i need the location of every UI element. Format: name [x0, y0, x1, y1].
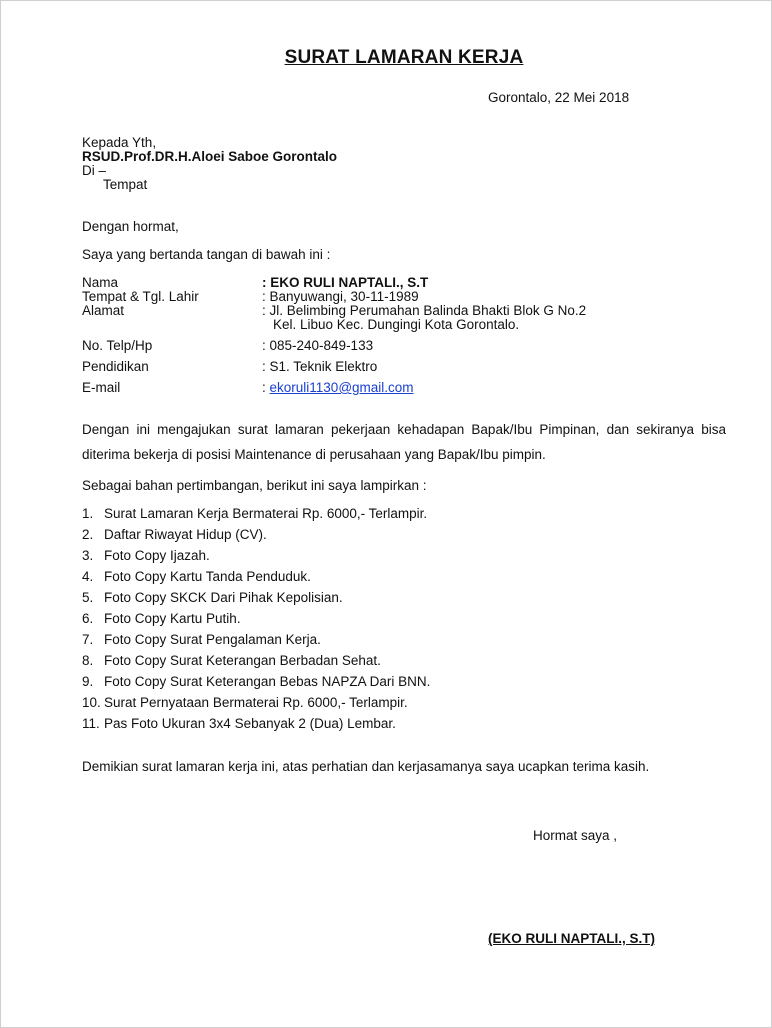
list-item — [82, 506, 430, 527]
list-item-number: 5. — [82, 590, 94, 605]
alamat-label: Alamat — [82, 303, 125, 318]
telp-value: : 085-240-849-133 — [262, 338, 374, 353]
nama-label: Nama — [82, 275, 119, 290]
letter-title: SURAT LAMARAN KERJA — [284, 47, 524, 68]
list-item-text: Foto Copy SKCK Dari Pihak Kepolisian. — [104, 590, 343, 605]
list-item — [82, 569, 430, 590]
list-item-text: Foto Copy Surat Keterangan Bebas NAPZA Dari BNN. — [104, 674, 431, 689]
recipient-name: RSUD.Prof.DR.H.Aloei Saboe Gorontalo — [82, 149, 338, 164]
attachments-list — [82, 506, 430, 737]
alamat-value-line2: Kel. Libuo Kec. Dungingi Kota Gorontalo. — [273, 317, 520, 332]
list-item — [82, 632, 430, 653]
list-item-number: 10. — [82, 695, 101, 710]
list-item-text: Pas Foto Ukuran 3x4 Sebanyak 2 (Dua) Lembar. — [104, 716, 396, 731]
recipient-tempat: Tempat — [103, 177, 148, 192]
email-value-row — [262, 380, 414, 396]
place-date: Gorontalo, 22 Mei 2018 — [488, 90, 630, 105]
list-item-number: 7. — [82, 632, 94, 647]
pendidikan-value: : S1. Teknik Elektro — [262, 359, 378, 374]
list-item — [82, 548, 430, 569]
list-item-number: 2. — [82, 527, 94, 542]
intro-line: Saya yang bertanda tangan di bawah ini : — [82, 247, 331, 262]
email-label: E-mail — [82, 380, 121, 395]
list-item-text: Surat Pernyataan Bermaterai Rp. 6000,- Terlampir. — [104, 695, 408, 710]
signature-name: (EKO RULI NAPTALI., S.T) — [488, 931, 655, 946]
email-link[interactable]: ekoruli1130@gmail.com — [269, 380, 414, 395]
regards-text: Hormat saya , — [533, 828, 618, 843]
list-item — [82, 611, 430, 632]
list-item-text: Daftar Riwayat Hidup (CV). — [104, 527, 267, 542]
list-item-number: 3. — [82, 548, 94, 563]
list-item-number: 6. — [82, 611, 94, 626]
list-item-text: Foto Copy Kartu Tanda Penduduk. — [104, 569, 311, 584]
ttl-value: : Banyuwangi, 30-11-1989 — [262, 289, 419, 304]
list-item-number: 9. — [82, 674, 94, 689]
list-item-number: 11. — [82, 716, 100, 731]
alamat-value-line1: : Jl. Belimbing Perumahan Balinda Bhakti Blok G No.2 — [262, 303, 587, 318]
email-colon: : — [262, 380, 270, 395]
closing-paragraph: Demikian surat lamaran kerja ini, atas perhatian dan kerjasamanya saya ucapkan terima kasih. — [82, 759, 650, 774]
list-item-text: Surat Lamaran Kerja Bermaterai Rp. 6000,- Terlampir. — [104, 506, 428, 521]
recipient-di: Di – — [82, 163, 107, 178]
list-item — [82, 674, 430, 695]
ttl-label: Tempat & Tgl. Lahir — [82, 289, 199, 304]
list-item-number: 8. — [82, 653, 94, 668]
body-paragraph: Dengan ini mengajukan surat lamaran pekerjaan kehadapan Bapak/Ibu Pimpinan, dan sekiranya bisa diterima bekerja di posisi Maintenance di perusahaan yang Bapak/Ibu pimpin. — [82, 422, 726, 462]
list-item — [82, 716, 430, 737]
list-item-number: 4. — [82, 569, 94, 584]
list-item-text: Foto Copy Ijazah. — [104, 548, 210, 563]
list-item-text: Foto Copy Kartu Putih. — [104, 611, 241, 626]
list-item-text: Foto Copy Surat Keterangan Berbadan Sehat. — [104, 653, 381, 668]
list-item — [82, 527, 430, 548]
list-item — [82, 590, 430, 611]
list-item-text: Foto Copy Surat Pengalaman Kerja. — [104, 632, 321, 647]
list-item — [82, 653, 430, 674]
attachments-intro: Sebagai bahan pertimbangan, berikut ini saya lampirkan : — [82, 478, 427, 493]
telp-label: No. Telp/Hp — [82, 338, 153, 353]
salutation: Dengan hormat, — [82, 219, 179, 234]
recipient-greeting: Kepada Yth, — [82, 135, 157, 150]
nama-value: : EKO RULI NAPTALI., S.T — [262, 275, 429, 290]
list-item-number: 1. — [82, 506, 94, 521]
pendidikan-label: Pendidikan — [82, 359, 149, 374]
list-item — [82, 695, 430, 716]
